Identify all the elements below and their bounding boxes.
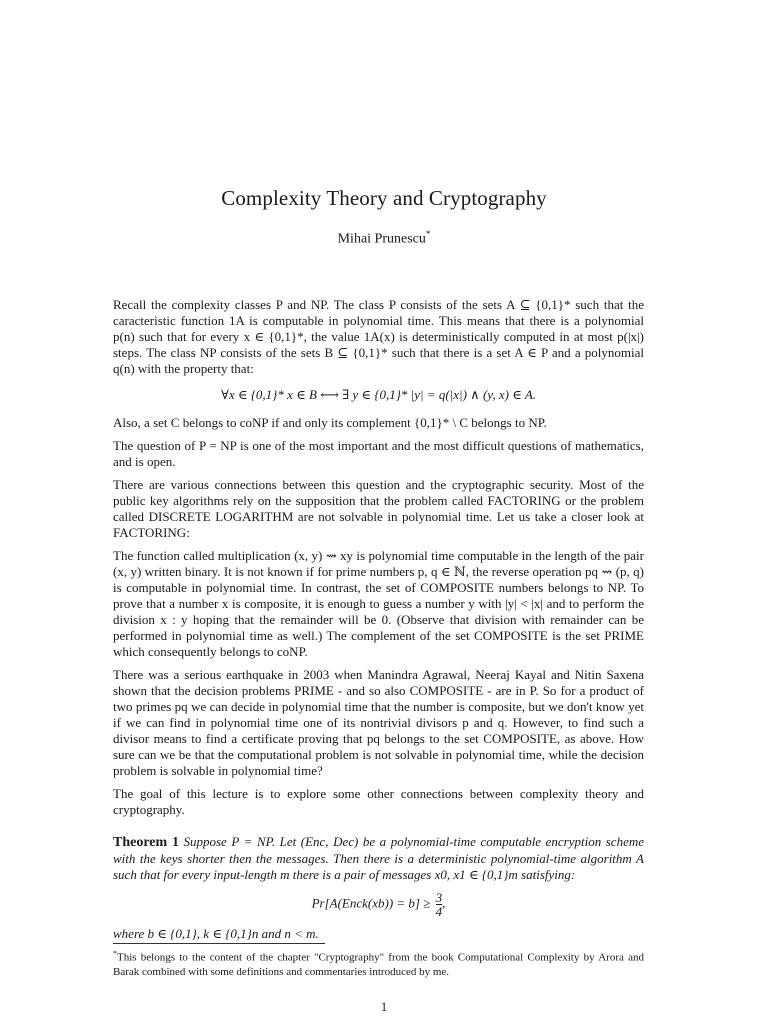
theorem-statement: Suppose P = NP. Let (Enc, Dec) be a polynomial-time computable encryption scheme with the keys shorter then the messages. Then there is a deterministic polynomial-time algorithm A such that for every input-length m there is a pair of messages x0, x1 ∈ {0,1}m satisfying: (113, 834, 644, 882)
theorem-equation-end: , (442, 895, 446, 911)
footnote (113, 947, 644, 979)
fraction-denominator: 4 (435, 904, 443, 919)
equation-np-definition: ∀x ∈ {0,1}* x ∈ B ⟷ ∃ y ∈ {0,1}* |y| = q(|x|) ∧ (y, x) ∈ A. (220, 387, 537, 402)
paragraph-goal: The goal of this lecture is to explore some other connections between complexity theory and cryptography. (113, 786, 644, 817)
footnote-rule (113, 943, 325, 944)
page-number: 1 (380, 999, 388, 1014)
paragraph-intro: Recall the complexity classes P and NP. The class P consists of the sets A ⊆ {0,1}* such that the caracteristic function 1A is computable in polynomial time. This means that there is a polynomial p(n) such that for every x ∈ {0,1}*, the value 1A(x) is deterministically computed in at most p(|x|) steps. The class NP consists of the sets B ⊆ {0,1}* such that there is a set A ∈ P and a polynomial q(n) with the property that: (113, 297, 644, 376)
body-text (113, 297, 644, 942)
theorem-equation (113, 891, 644, 918)
theorem-equation-left: Pr[A(Enck(xb)) = b] ≥ (311, 895, 431, 911)
fraction-numerator: 3 (435, 890, 443, 905)
paragraph-crypto-connection: There are various connections between this question and the cryptographic security. Most of the public key algorithms rely on the supposition that the problem called FACTORING or the problem called DISCRETE LOGARITHM are not solvable in polynomial time. Let us take a closer look at FACTORING: (113, 477, 644, 540)
paragraph-p-vs-np: The question of P = NP is one of the most important and the most difficult questions of mathematics, and is open. (113, 438, 644, 469)
paper-title: Complexity Theory and Cryptography (221, 186, 547, 210)
author-line (0, 229, 768, 248)
footnote-text: This belongs to the content of the chapter "Cryptography" from the book Computational Complexity by Arora and Barak combined with some definitions and commentaries introduced by me. (113, 951, 644, 978)
author-footnote-mark: * (425, 229, 431, 239)
paragraph-aks: There was a serious earthquake in 2003 when Manindra Agrawal, Neeraj Kayal and Nitin Saxena shown that the decision problems PRIME - and so also COMPOSITE - are in P. So for a product of two primes pq we can decide in polynomial time that the number is composite, but we don't know yet if we can find in polynomial time one of its nontrivial divisors p and q. However, to find such a divisor means to find a certificate proving that pq belongs to the set COMPOSITE, as above. How sure can we be that the computational problem is not solvable in polynomial time, while the decision problem is solvable in polynomial time? (113, 667, 644, 778)
theorem-tail: where b ∈ {0,1}, k ∈ {0,1}n and n < m. (113, 926, 319, 941)
footnote-mark: * (113, 949, 117, 958)
author-name: Mihai Prunescu (337, 231, 426, 247)
paragraph-conp: Also, a set C belongs to coNP if and only its complement {0,1}* \ C belongs to NP. (113, 415, 547, 430)
theorem-label: Theorem 1 (113, 835, 179, 850)
paragraph-factoring: The function called multiplication (x, y) ⇝ xy is polynomial time computable in the length of the pair (x, y) written binary. It is not known if for prime numbers p, q ∈ ℕ, the reverse operation pq ⇝ (p, q) is computable in polynomial time. In contrast, the set of COMPOSITE numbers belongs to NP. To prove that a number x is composite, it is enough to guess a number y with |y| < |x| and to perform the division x : y hoping that the remainder will be 0. (Observe that division with remainder can be performed in polynomial time as well.) The complement of the set COMPOSITE is the set PRIME which consequently belongs to coNP. (113, 548, 644, 659)
theorem-block (113, 834, 644, 942)
